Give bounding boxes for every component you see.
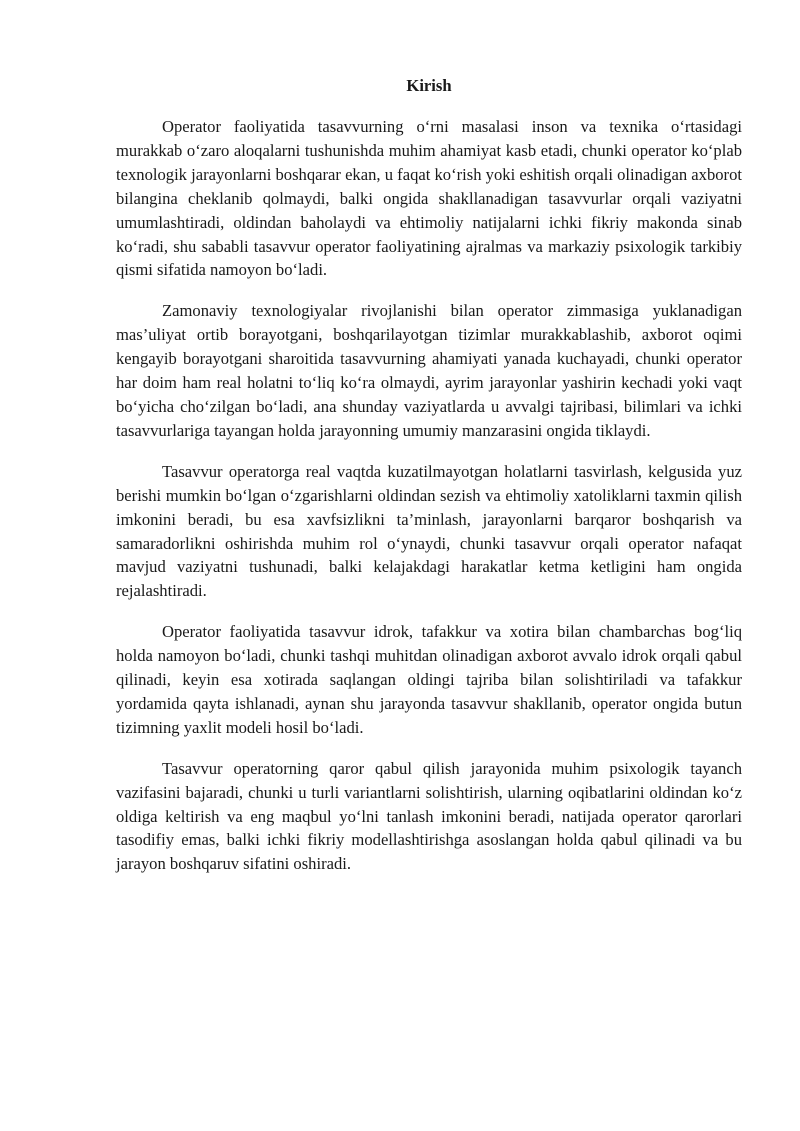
paragraph: Tasavvur operatorning qaror qabul qilish jarayonida muhim psixologik tayanch vazifasini bajaradi, chunki u turli variantlarni solishtirish, ularning oqibatlarini oldindan koʻz oldiga keltirish va eng maqbul yoʻlni tanlash imkonini beradi, natijada operator qarorlari tasodifiy emas, balki ichki fikriy modellashtirishga asoslangan holda qabul qilinadi va bu jarayon boshqaruv sifatini oshiradi.: [116, 758, 742, 874]
document-title: Kirish: [406, 76, 452, 95]
paragraph: Operator faoliyatida tasavvur idrok, tafakkur va xotira bilan chambarchas bogʻliq holda namoyon boʻladi, chunki tashqi muhitdan olinadigan axborot avvalo idrok orqali qabul qilinadi, keyin esa xotirada saqlangan oldingi tajriba bilan solishtiriladi va tafakkur yordamida qayta ishlanadi, aynan shu jarayonda tasavvur shakllanib, operator ongida butun tizimning yaxlit modeli hosil boʻladi.: [116, 622, 742, 737]
paragraph: Tasavvur operatorga real vaqtda kuzatilmayotgan holatlarni tasvirlash, kelgusida yuz berishi mumkin boʻlgan oʻzgarishlarni oldindan sezish va ehtimoliy xatoliklarni taxmin qilish imkonini beradi, bu esa xavfsizlikni ta’minlash, jarayonlarni barqaror boshqarish va samaradorlikni oshirishda muhim rol oʻynaydi, chunki tasavvur orqali operator nafaqat mavjud vaziyatni tushunadi, balki kelajakdagi harakatlar ketma ketligini ham ongida rejalashtiradi.: [116, 461, 742, 601]
paragraph: Zamonaviy texnologiyalar rivojlanishi bilan operator zimmasiga yuklanadigan mas’uliyat ortib borayotgani, boshqarilayotgan tizimlar murakkablashib, axborot oqimi kengayib borayotgani sharoitida tasavvurning ahamiyati yanada kuchayadi, chunki operator har doim ham real holatni toʻliq koʻra olmaydi, ayrim jarayonlar yashirin kechadi yoki vaqt boʻyicha choʻzilgan boʻladi, ana shunday vaziyatlarda u avvalgi tajribasi, bilimlari va ichki tasavvurlariga tayangan holda jarayonning umumiy manzarasini ongida tiklaydi.: [116, 301, 742, 440]
document-page: [116, 74, 742, 893]
paragraph: Operator faoliyatida tasavvurning oʻrni masalasi inson va texnika oʻrtasidagi murakkab oʻzaro aloqalarni tushunishda muhim ahamiyat kasb etadi, chunki operator koʻplab texnologik jarayonlarni boshqarar ekan, u faqat koʻrish yoki eshitish orqali olinadigan axborot bilangina cheklanib qolmaydi, balki ongida shakllanadigan tasavvurlar orqali vaziyatni umumlashtiradi, oldindan baholaydi va ehtimoliy natijalarni ichki fikriy makonda sinab koʻradi, shu sababli tasavvur operator faoliyatining ajralmas va markaziy psixologik tarkibiy qismi sifatida namoyon boʻladi.: [116, 117, 742, 280]
